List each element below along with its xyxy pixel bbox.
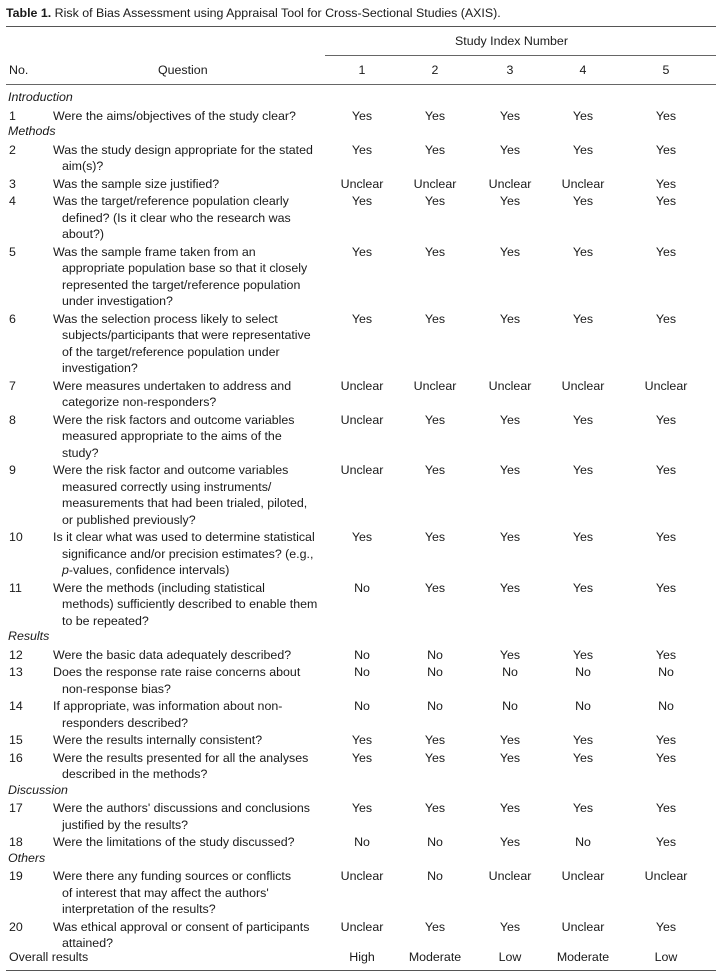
bottom-rule bbox=[6, 970, 716, 971]
answer-cell: Yes bbox=[655, 750, 677, 765]
question-line: Was the target/reference population clearly bbox=[53, 194, 289, 208]
answer-cell: Yes bbox=[655, 919, 677, 934]
answer-cell: Yes bbox=[351, 801, 373, 815]
table-title: Risk of Bias Assessment using Appraisal Tool for Cross-Sectional Studies (AXIS). bbox=[54, 6, 501, 20]
question-text bbox=[53, 529, 328, 579]
question-number: 15 bbox=[9, 733, 23, 747]
answer-cell: Unclear bbox=[561, 869, 605, 883]
question-text bbox=[53, 750, 328, 783]
answer-cell: No bbox=[502, 665, 518, 679]
question-number: 8 bbox=[9, 412, 16, 427]
answer-cell: Unclear bbox=[561, 176, 605, 191]
answer-cell: Yes bbox=[499, 244, 521, 259]
answer-cell: Yes bbox=[572, 412, 594, 427]
answer-cell: Yes bbox=[499, 801, 521, 815]
question-line: of interest that may affect the authors' bbox=[62, 885, 269, 900]
answer-cell: No bbox=[427, 699, 443, 713]
question-text bbox=[53, 462, 328, 528]
answer-cell: No bbox=[575, 835, 591, 849]
answer-cell: Unclear bbox=[413, 176, 457, 191]
answer-cell: Yes bbox=[424, 580, 446, 595]
question-line: If appropriate, was information about non- bbox=[53, 699, 283, 713]
answer-cell: No bbox=[575, 665, 591, 679]
answer-cell: Yes bbox=[655, 801, 677, 815]
answer-cell: Yes bbox=[572, 244, 594, 259]
answer-cell: Yes bbox=[351, 194, 373, 208]
answer-cell: No bbox=[354, 647, 370, 662]
study-number-header: 3 bbox=[506, 63, 514, 77]
question-text bbox=[53, 919, 328, 952]
question-text bbox=[53, 378, 328, 411]
question-number: 1 bbox=[9, 108, 16, 123]
overall-result-cell: Low bbox=[498, 950, 522, 964]
answer-cell: No bbox=[427, 665, 443, 679]
section-label: Introduction bbox=[8, 90, 73, 104]
question-line: Were the basic data adequately described? bbox=[53, 647, 292, 662]
question-line: Is it clear what was used to determine statistical bbox=[53, 530, 315, 544]
question-line: non-response bias? bbox=[62, 681, 171, 696]
question-number: 18 bbox=[9, 835, 23, 849]
answer-cell: Yes bbox=[424, 733, 446, 747]
answer-cell: Yes bbox=[499, 530, 521, 544]
question-text bbox=[53, 732, 328, 749]
question-line: attained? bbox=[62, 936, 113, 950]
overall-result-cell: High bbox=[349, 950, 375, 964]
question-line: measured correctly using instruments/ bbox=[62, 479, 272, 494]
answer-cell: Yes bbox=[655, 194, 677, 208]
question-number: 10 bbox=[9, 530, 23, 544]
no-header: No. bbox=[9, 63, 29, 77]
answer-cell: Yes bbox=[655, 311, 677, 326]
answer-cell: Yes bbox=[351, 311, 373, 326]
question-line: investigation? bbox=[62, 361, 138, 375]
answer-cell: Yes bbox=[572, 733, 594, 747]
question-number: 14 bbox=[9, 699, 23, 713]
answer-cell: Unclear bbox=[488, 378, 532, 393]
answer-cell: Unclear bbox=[413, 378, 457, 393]
answer-cell: Yes bbox=[572, 801, 594, 815]
answer-cell: Yes bbox=[424, 463, 446, 477]
answer-cell: Yes bbox=[424, 919, 446, 934]
answer-cell: Yes bbox=[499, 835, 521, 849]
answer-cell: Yes bbox=[572, 194, 594, 208]
answer-cell: Yes bbox=[351, 142, 373, 157]
answer-cell: Unclear bbox=[340, 412, 384, 427]
question-line: Were the results presented for all the analyses bbox=[53, 750, 309, 765]
question-text bbox=[53, 176, 328, 193]
question-number: 12 bbox=[9, 647, 23, 662]
answer-cell: Unclear bbox=[340, 919, 384, 934]
question-line: Does the response rate raise concerns about bbox=[53, 665, 301, 679]
answer-cell: No bbox=[575, 699, 591, 713]
answer-cell: Yes bbox=[424, 108, 446, 123]
answer-cell: No bbox=[354, 835, 370, 849]
answer-cell: Unclear bbox=[340, 176, 384, 191]
study-number-header: 5 bbox=[662, 63, 670, 77]
question-line: represented the target/reference population bbox=[62, 277, 301, 292]
question-line: Was the selection process likely to select bbox=[53, 311, 278, 326]
question-line: to be repeated? bbox=[62, 613, 149, 628]
answer-cell: Yes bbox=[499, 108, 521, 123]
question-number: 9 bbox=[9, 463, 16, 477]
section-label: Results bbox=[8, 629, 50, 643]
answer-cell: Yes bbox=[351, 108, 373, 123]
answer-cell: No bbox=[427, 647, 443, 662]
question-number: 5 bbox=[9, 244, 16, 259]
study-number-header: 1 bbox=[358, 63, 366, 77]
answer-cell: Yes bbox=[351, 530, 373, 544]
table-caption bbox=[6, 6, 501, 20]
overall-result-cell: Low bbox=[654, 950, 678, 964]
question-line: p-values, confidence intervals) bbox=[62, 563, 230, 577]
question-line: Was the study design appropriate for the stated bbox=[53, 142, 313, 157]
answer-cell: Unclear bbox=[488, 176, 532, 191]
question-number: 6 bbox=[9, 311, 16, 326]
question-number: 2 bbox=[9, 142, 16, 157]
question-line: Was the sample frame taken from an bbox=[53, 244, 256, 259]
question-line: or published previously? bbox=[62, 512, 196, 527]
answer-cell: Yes bbox=[655, 530, 677, 544]
question-line: Were measures undertaken to address and bbox=[53, 378, 292, 393]
answer-cell: Yes bbox=[499, 142, 521, 157]
question-line: defined? (Is it clear who the research was bbox=[62, 210, 291, 225]
question-line: Were the authors' discussions and conclusions bbox=[53, 801, 310, 815]
question-number: 4 bbox=[9, 194, 16, 208]
question-number: 19 bbox=[9, 869, 23, 883]
answer-cell: Yes bbox=[655, 142, 677, 157]
study-index-header: Study Index Number bbox=[455, 34, 568, 48]
answer-cell: Yes bbox=[655, 580, 677, 595]
top-rule bbox=[6, 26, 716, 27]
question-line: Were the results internally consistent? bbox=[53, 733, 263, 747]
answer-cell: Yes bbox=[655, 647, 677, 662]
answer-cell: Unclear bbox=[644, 378, 688, 393]
answer-cell: Yes bbox=[424, 142, 446, 157]
answer-cell: Yes bbox=[655, 412, 677, 427]
answer-cell: Yes bbox=[572, 750, 594, 765]
question-line: described in the methods? bbox=[62, 767, 208, 781]
section-label: Discussion bbox=[8, 782, 68, 797]
answer-cell: Unclear bbox=[561, 919, 605, 934]
question-line: interpretation of the results? bbox=[62, 902, 216, 916]
question-line: appropriate population base so that it closely bbox=[62, 261, 308, 275]
answer-cell: Unclear bbox=[561, 378, 605, 393]
question-line: responders described? bbox=[62, 715, 189, 730]
question-text bbox=[53, 834, 328, 851]
answer-cell: Yes bbox=[424, 801, 446, 815]
question-text bbox=[53, 868, 328, 918]
question-text bbox=[53, 664, 328, 697]
answer-cell: Yes bbox=[499, 194, 521, 208]
question-text bbox=[53, 244, 328, 310]
question-number: 13 bbox=[9, 665, 23, 679]
answer-cell: Yes bbox=[499, 580, 521, 595]
question-line: Were the limitations of the study discussed? bbox=[53, 835, 295, 849]
answer-cell: No bbox=[427, 835, 443, 849]
answer-cell: Yes bbox=[424, 244, 446, 259]
answer-cell: Unclear bbox=[340, 463, 384, 477]
answer-cell: Yes bbox=[572, 108, 594, 123]
answer-cell: Unclear bbox=[488, 869, 532, 883]
study-number-header: 2 bbox=[431, 63, 439, 77]
overall-result-cell: Moderate bbox=[408, 950, 462, 964]
answer-cell: Yes bbox=[499, 311, 521, 326]
question-number: 20 bbox=[9, 919, 23, 934]
study-number-header: 4 bbox=[579, 63, 587, 77]
question-line: measured appropriate to the aims of the bbox=[62, 429, 282, 443]
answer-cell: Yes bbox=[572, 530, 594, 544]
question-number: 7 bbox=[9, 378, 16, 393]
answer-cell: No bbox=[354, 580, 370, 595]
question-line: justified by the results? bbox=[62, 817, 189, 832]
answer-cell: Yes bbox=[572, 647, 594, 662]
answer-cell: Yes bbox=[499, 750, 521, 765]
answer-cell: Unclear bbox=[340, 378, 384, 393]
question-text bbox=[53, 698, 328, 731]
answer-cell: Yes bbox=[499, 733, 521, 747]
question-text bbox=[53, 193, 328, 243]
answer-cell: No bbox=[354, 699, 370, 713]
answer-cell: Unclear bbox=[340, 869, 384, 883]
answer-cell: Yes bbox=[424, 311, 446, 326]
question-line: about?) bbox=[62, 227, 105, 241]
question-text bbox=[53, 412, 328, 462]
question-number: 11 bbox=[9, 580, 22, 595]
question-line: subjects/participants that were representative bbox=[62, 328, 311, 342]
question-number: 16 bbox=[9, 750, 23, 765]
answer-cell: Yes bbox=[655, 835, 677, 849]
question-line: under investigation? bbox=[62, 294, 173, 308]
answer-cell: Yes bbox=[424, 412, 446, 427]
section-label: Others bbox=[8, 850, 46, 865]
answer-cell: No bbox=[427, 869, 443, 883]
answer-cell: Yes bbox=[655, 244, 677, 259]
answer-cell: Yes bbox=[424, 750, 446, 765]
answer-cell: Yes bbox=[499, 647, 521, 662]
question-line: Was the sample size justified? bbox=[53, 176, 220, 191]
answer-cell: Yes bbox=[424, 194, 446, 208]
answer-cell: No bbox=[354, 665, 370, 679]
question-text bbox=[53, 142, 328, 175]
table-label: Table 1. bbox=[6, 6, 52, 20]
question-line: Were there any funding sources or conflicts bbox=[53, 869, 292, 883]
question-text bbox=[53, 108, 328, 125]
answer-cell: Yes bbox=[655, 463, 677, 477]
answer-cell: No bbox=[502, 699, 518, 713]
question-header: Question bbox=[158, 63, 208, 77]
question-line: Were the methods (including statistical bbox=[53, 580, 265, 595]
question-line: Was ethical approval or consent of participants bbox=[53, 919, 310, 934]
answer-cell: Unclear bbox=[644, 869, 688, 883]
question-line: methods) sufficiently described to enable them bbox=[62, 597, 318, 611]
question-line: study? bbox=[62, 445, 99, 460]
answer-cell: Yes bbox=[351, 244, 373, 259]
answer-cell: Yes bbox=[351, 733, 373, 747]
answer-cell: Yes bbox=[655, 108, 677, 123]
question-text bbox=[53, 311, 328, 377]
answer-cell: Yes bbox=[572, 580, 594, 595]
question-line: categorize non-responders? bbox=[62, 395, 217, 409]
answer-cell: Yes bbox=[572, 311, 594, 326]
answer-cell: No bbox=[658, 665, 674, 679]
question-line: Were the aims/objectives of the study clear? bbox=[53, 108, 296, 123]
answer-cell: Yes bbox=[655, 733, 677, 747]
answer-cell: Yes bbox=[499, 412, 521, 427]
section-label: Methods bbox=[8, 124, 56, 138]
question-line: Were the risk factor and outcome variables bbox=[53, 463, 289, 477]
question-text bbox=[53, 800, 328, 833]
answer-cell: No bbox=[658, 699, 674, 713]
answer-cell: Yes bbox=[499, 919, 521, 934]
question-line: Were the risk factors and outcome variables bbox=[53, 412, 295, 427]
question-line: significance and/or precision estimates? (e.g., bbox=[62, 546, 314, 561]
answer-cell: Yes bbox=[572, 463, 594, 477]
answer-cell: Yes bbox=[655, 176, 677, 191]
question-number: 3 bbox=[9, 176, 16, 191]
question-number: 17 bbox=[9, 801, 23, 815]
question-line: of the target/reference population under bbox=[62, 344, 280, 359]
question-text bbox=[53, 647, 328, 664]
group-rule bbox=[325, 55, 716, 56]
overall-result-cell: Moderate bbox=[556, 950, 610, 964]
question-text bbox=[53, 580, 328, 630]
answer-cell: Yes bbox=[572, 142, 594, 157]
overall-results-label: Overall results bbox=[9, 950, 89, 964]
answer-cell: Yes bbox=[424, 530, 446, 544]
answer-cell: Yes bbox=[351, 750, 373, 765]
question-line: measurements that had been trialed, piloted, bbox=[62, 496, 308, 510]
question-line: aim(s)? bbox=[62, 159, 104, 173]
answer-cell: Yes bbox=[499, 463, 521, 477]
header-rule bbox=[6, 84, 716, 85]
